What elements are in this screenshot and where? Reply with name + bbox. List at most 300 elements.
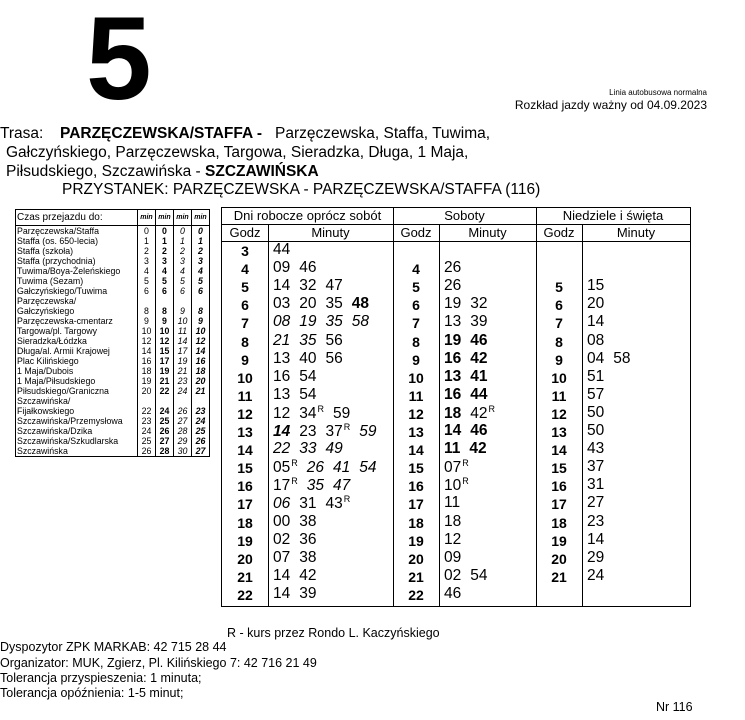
minute-value: 59 xyxy=(359,423,377,440)
minute-value: 14 xyxy=(587,530,605,548)
route-variant-marker: R xyxy=(317,403,324,414)
departure-minutes xyxy=(587,458,613,476)
departure-minute xyxy=(326,422,351,441)
departure-hour: 16 xyxy=(551,478,567,495)
departure-minutes xyxy=(587,313,613,331)
departure-minute xyxy=(444,476,469,495)
minute-value: 20 xyxy=(299,295,317,313)
departure-minute xyxy=(326,313,343,331)
departure-minute xyxy=(273,567,290,585)
travel-time-cell: 10 xyxy=(156,326,174,336)
travel-time-cell: 4 xyxy=(174,266,192,276)
travel-time-cell: 26 xyxy=(174,396,192,416)
travel-time-row xyxy=(16,316,209,326)
travel-time-cell: 25 xyxy=(156,416,174,426)
departure-minutes xyxy=(444,440,496,458)
route-variant-marker: R xyxy=(488,403,495,414)
minute-value: 07 xyxy=(273,548,291,566)
minute-value: 46 xyxy=(299,259,317,277)
route-variant-marker: R xyxy=(343,494,351,505)
travel-time-cell: 14 xyxy=(192,346,210,356)
minute-value: 26 xyxy=(444,277,462,295)
travel-time-cell: 14 xyxy=(138,346,156,356)
departure-minutes xyxy=(587,513,613,531)
departure-minute xyxy=(299,259,316,277)
travel-time-cell: 19 xyxy=(174,356,192,366)
hour-divider xyxy=(439,225,440,606)
departure-minute xyxy=(444,531,461,549)
minute-value: 32 xyxy=(470,295,488,313)
minute-value: 14 xyxy=(587,313,605,331)
departure-minute xyxy=(470,313,487,331)
departure-minutes xyxy=(273,494,359,513)
minute-value: 40 xyxy=(299,349,317,367)
departure-minute xyxy=(273,386,290,404)
departure-minutes xyxy=(444,277,470,295)
departure-hour: 16 xyxy=(237,478,253,495)
departure-minute xyxy=(273,332,290,350)
departure-minutes xyxy=(444,313,497,331)
travel-time-row xyxy=(16,266,209,276)
minute-value: 51 xyxy=(587,367,605,385)
departure-hour: 5 xyxy=(412,279,420,296)
departure-minute xyxy=(299,404,324,423)
travel-time-cell: 26 xyxy=(138,446,156,456)
travel-time-cell: 9 xyxy=(192,316,210,326)
departure-minute xyxy=(470,567,487,585)
departure-hour: 18 xyxy=(551,514,567,531)
timetable-number: Nr 116 xyxy=(656,700,693,714)
travel-time-cell: 17 xyxy=(156,356,174,366)
travel-time-cell: 5 xyxy=(138,276,156,286)
departure-minutes xyxy=(444,476,478,495)
departure-hour: 14 xyxy=(408,442,424,459)
minute-value: 14 xyxy=(273,277,291,295)
departure-minute xyxy=(587,531,604,549)
departure-minute xyxy=(444,567,461,585)
travel-time-cell: 24 xyxy=(156,396,174,416)
departure-minute xyxy=(587,494,604,512)
minute-value: 42 xyxy=(469,440,487,458)
departure-minute xyxy=(613,350,630,368)
minute-value: 58 xyxy=(351,313,369,331)
travel-time-cell: 29 xyxy=(174,436,192,446)
travel-time-cell: 3 xyxy=(156,256,174,266)
departure-minutes xyxy=(587,368,613,386)
minute-value: 54 xyxy=(299,385,317,403)
minute-value: 37 xyxy=(325,423,343,440)
departure-hour: 5 xyxy=(241,279,249,296)
departure-hour: 22 xyxy=(237,586,253,603)
departure-minute xyxy=(273,405,290,423)
travel-time-cell: 24 xyxy=(138,426,156,436)
travel-time-cell: 3 xyxy=(174,256,192,266)
departure-minute xyxy=(326,494,351,513)
departure-minutes xyxy=(273,386,326,404)
departure-minute xyxy=(273,549,290,567)
departure-minutes xyxy=(444,386,497,404)
travel-time-cell: 1 xyxy=(156,236,174,246)
departure-hour: 21 xyxy=(551,568,567,585)
departure-hour: 17 xyxy=(237,496,253,513)
minute-value: 27 xyxy=(587,494,605,512)
departure-minute xyxy=(587,277,604,295)
travel-time-cell: 12 xyxy=(156,336,174,346)
travel-time-header: Czas przejazdu do: xyxy=(16,210,138,226)
minute-value: 50 xyxy=(587,422,605,439)
travel-time-cell: 1 xyxy=(174,236,192,246)
departure-minute xyxy=(299,313,316,331)
departure-minute xyxy=(587,567,604,585)
route-variant-marker: R xyxy=(291,458,298,469)
stop-name-cell: Tuwima (Sezam) xyxy=(17,276,84,286)
departure-hour: 4 xyxy=(412,261,420,278)
minute-value: 05 xyxy=(273,459,291,477)
departure-hour: 22 xyxy=(408,586,424,603)
departure-minute xyxy=(273,259,290,277)
minute-value: 56 xyxy=(325,331,343,349)
departure-minutes xyxy=(273,368,326,386)
travel-time-cell: 17 xyxy=(174,346,192,356)
departure-minute xyxy=(587,386,604,404)
departure-minute xyxy=(273,531,290,549)
travel-time-row xyxy=(16,356,209,366)
hour-divider xyxy=(582,225,583,606)
departure-minutes xyxy=(273,350,352,368)
departure-minute xyxy=(359,423,376,441)
minute-value: 38 xyxy=(299,512,317,530)
hour-column-header: Godz xyxy=(393,225,439,242)
travel-time-cell: 23 xyxy=(138,416,156,426)
travel-time-row xyxy=(16,286,209,296)
travel-time-cell: 16 xyxy=(138,356,156,366)
departure-minutes xyxy=(273,422,386,441)
minute-value: 22 xyxy=(273,440,291,458)
col-min-4: min xyxy=(192,210,210,226)
minute-value: 02 xyxy=(273,530,291,548)
departure-minute xyxy=(587,313,604,331)
minute-value: 14 xyxy=(273,566,291,584)
minute-value: 03 xyxy=(273,295,291,313)
minute-value: 08 xyxy=(273,313,291,331)
route-streets-2: Gałczyńskiego, Parzęczewska, Targowa, Sieradzka, Długa, 1 Maja, xyxy=(6,144,469,161)
travel-time-cell: 26 xyxy=(156,426,174,436)
minute-value: 42 xyxy=(470,404,488,422)
stop-name-cell: Staffa (szkoła) xyxy=(17,246,74,256)
minute-value: 26 xyxy=(306,459,324,477)
stop-name: PRZYSTANEK: PARZĘCZEWSKA - PARZĘCZEWSKA/STAFFA (116) xyxy=(62,181,541,198)
travel-time-cell: 10 xyxy=(138,326,156,336)
departure-minute xyxy=(587,458,604,476)
travel-time-cell: 14 xyxy=(174,336,192,346)
departure-minute xyxy=(587,350,604,368)
travel-time-cell: 8 xyxy=(192,296,210,316)
departure-minutes xyxy=(444,259,470,277)
travel-time-row xyxy=(16,446,209,456)
departure-minutes xyxy=(273,513,326,531)
dispatcher-info: Dyspozytor ZPK MARKAB: 42 715 28 44 xyxy=(0,640,227,654)
minute-value: 41 xyxy=(333,459,351,477)
travel-time-cell: 25 xyxy=(192,426,210,436)
departure-minute xyxy=(273,495,290,513)
minute-value: 13 xyxy=(273,349,291,367)
minute-value: 44 xyxy=(470,385,488,403)
minute-value: 47 xyxy=(325,277,343,295)
departure-minute xyxy=(299,350,316,368)
departure-minute xyxy=(587,404,604,422)
departure-minute xyxy=(273,513,290,531)
hour-column-header: Godz xyxy=(222,225,268,242)
departure-minutes xyxy=(587,277,613,295)
travel-time-row xyxy=(16,436,209,446)
travel-time-cell: 6 xyxy=(156,286,174,296)
minute-value: 46 xyxy=(470,331,488,349)
departure-minutes xyxy=(273,259,326,277)
departure-minute xyxy=(444,313,461,331)
travel-time-cell: 0 xyxy=(174,226,192,237)
departure-minutes xyxy=(587,531,613,549)
minute-value: 14 xyxy=(444,422,462,439)
travel-time-cell: 19 xyxy=(156,366,174,376)
departure-minutes xyxy=(273,440,352,458)
minute-value: 10 xyxy=(444,477,462,495)
departure-minute xyxy=(444,494,460,512)
departure-minutes xyxy=(587,494,613,512)
departure-hour: 11 xyxy=(551,387,567,404)
departure-minute xyxy=(470,332,487,350)
travel-time-cell: 21 xyxy=(156,376,174,386)
minute-value: 50 xyxy=(587,403,605,421)
departure-minutes xyxy=(273,567,326,585)
route-variant-marker: R xyxy=(462,476,469,487)
stop-name-cell: Tuwima/Boya-Żeleńskiego xyxy=(17,266,121,276)
departure-minutes xyxy=(273,241,299,259)
minute-value: 21 xyxy=(273,331,291,349)
departure-minute xyxy=(333,459,350,477)
minute-value: 35 xyxy=(325,295,343,313)
travel-time-cell: 1 xyxy=(192,236,210,246)
hour-divider xyxy=(268,225,269,606)
departure-hour: 19 xyxy=(237,532,253,549)
departure-minutes xyxy=(273,295,378,313)
stop-name-cell: 1 Maja/Dubois xyxy=(17,366,74,376)
minute-value: 54 xyxy=(359,459,377,477)
stop-name-cell: Sieradzka/Łódzka xyxy=(17,336,87,346)
departure-minute xyxy=(587,513,604,531)
travel-time-cell: 16 xyxy=(192,356,210,366)
departure-minute xyxy=(307,477,324,495)
col-min-1: min xyxy=(138,210,156,226)
minute-value: 18 xyxy=(444,404,462,422)
departure-hour: 6 xyxy=(241,297,249,314)
minute-value: 07 xyxy=(444,459,462,477)
minute-value: 33 xyxy=(299,440,317,458)
stop-name-line: Fijałkowskiego xyxy=(17,406,75,416)
travel-time-row xyxy=(16,226,209,237)
minute-value: 39 xyxy=(470,313,488,331)
minute-value: 35 xyxy=(325,313,343,331)
departure-minutes xyxy=(273,585,326,603)
minute-value: 39 xyxy=(299,584,317,602)
departure-minute xyxy=(273,458,298,477)
minute-value: 41 xyxy=(470,367,488,385)
travel-time-cell: 22 xyxy=(138,396,156,416)
minutes-column-header: Minuty xyxy=(582,225,690,242)
departure-minute xyxy=(444,422,461,440)
travel-time-cell: 28 xyxy=(156,446,174,456)
route-variant-marker: R xyxy=(343,422,351,432)
minute-value: 59 xyxy=(333,404,351,422)
minute-value: 18 xyxy=(444,512,462,530)
departure-minute xyxy=(333,477,350,495)
departure-minutes xyxy=(587,422,613,440)
travel-time-cell: 3 xyxy=(138,256,156,266)
departure-hour: 20 xyxy=(237,550,253,567)
stop-name-cell xyxy=(16,296,138,316)
travel-time-cell: 0 xyxy=(138,226,156,237)
travel-time-cell: 4 xyxy=(192,266,210,276)
departure-hour: 9 xyxy=(241,351,249,368)
minute-value: 11 xyxy=(444,440,461,458)
departure-hour: 8 xyxy=(412,333,420,350)
departure-hour: 13 xyxy=(408,424,424,440)
travel-time-row xyxy=(16,376,209,386)
travel-time-row xyxy=(16,426,209,436)
travel-time-cell: 18 xyxy=(138,366,156,376)
stop-name-cell: Szczawińska/Szkudlarska xyxy=(17,436,119,446)
travel-time-cell: 12 xyxy=(138,336,156,346)
travel-time-cell: 4 xyxy=(138,266,156,276)
travel-time-cell: 27 xyxy=(174,416,192,426)
line-type: Linia autobusowa normalna xyxy=(609,88,707,97)
travel-time-row xyxy=(16,246,209,256)
minute-value: 16 xyxy=(444,349,462,367)
route-label: Trasa: xyxy=(0,125,44,142)
departure-minutes xyxy=(587,350,640,368)
departure-minutes xyxy=(444,404,504,423)
departure-minutes xyxy=(444,295,497,313)
departure-minute xyxy=(587,549,604,567)
departure-minutes xyxy=(444,458,478,477)
departure-minute xyxy=(326,332,343,350)
departure-hour: 15 xyxy=(237,460,253,477)
travel-time-cell: 2 xyxy=(138,246,156,256)
minute-value: 12 xyxy=(444,530,462,548)
tolerance-early: Tolerancja przyspieszenia: 1 minuta; xyxy=(0,671,202,685)
departure-hour: 3 xyxy=(241,243,249,259)
minute-value: 13 xyxy=(273,385,291,403)
travel-time-row xyxy=(16,416,209,426)
departure-minutes xyxy=(273,332,352,350)
travel-time-row xyxy=(16,396,209,416)
departure-minutes xyxy=(444,585,470,603)
departure-hour: 15 xyxy=(551,460,567,477)
stop-name-cell: Piłsudskiego/Graniczna xyxy=(17,386,109,396)
departure-hour: 15 xyxy=(408,460,424,477)
travel-time-cell: 12 xyxy=(192,336,210,346)
minute-value: 47 xyxy=(333,477,351,495)
departure-minute xyxy=(444,513,461,531)
departure-hour: 12 xyxy=(551,405,567,422)
departure-hour: 21 xyxy=(237,568,253,585)
travel-time-cell: 23 xyxy=(192,396,210,416)
hour-column-header: Godz xyxy=(536,225,582,242)
departure-minute xyxy=(299,567,316,585)
minute-value: 46 xyxy=(470,422,488,439)
departure-minutes xyxy=(587,567,613,585)
minute-value: 31 xyxy=(299,495,317,513)
travel-time-cell: 11 xyxy=(174,326,192,336)
minute-value: 46 xyxy=(444,584,462,602)
departure-hour: 12 xyxy=(408,405,424,422)
departure-minute xyxy=(469,440,486,458)
departure-minute xyxy=(326,440,343,458)
departure-minute xyxy=(273,476,298,495)
minute-value: 54 xyxy=(470,566,488,584)
stop-name-cell: Szczawińska/Dzika xyxy=(17,426,93,436)
departure-minute xyxy=(444,295,461,313)
departure-minute xyxy=(444,277,461,295)
travel-time-cell: 3 xyxy=(192,256,210,266)
departure-minute xyxy=(299,585,316,603)
travel-time-cell: 27 xyxy=(192,446,210,456)
travel-time-cell: 20 xyxy=(192,376,210,386)
departure-minutes xyxy=(587,440,613,458)
departure-minute xyxy=(352,295,369,313)
minute-value: 43 xyxy=(325,495,343,513)
minutes-column-header: Minuty xyxy=(268,225,393,242)
minute-value: 54 xyxy=(299,367,317,385)
line-number: 5 xyxy=(86,0,150,125)
departure-minute xyxy=(299,531,316,549)
minute-value: 20 xyxy=(587,295,605,313)
minute-value: 43 xyxy=(587,440,605,458)
travel-time-cell: 24 xyxy=(174,386,192,396)
departure-minute xyxy=(299,277,316,295)
departure-minute xyxy=(273,313,290,331)
departure-minutes xyxy=(444,332,497,350)
travel-time-cell: 2 xyxy=(156,246,174,256)
stop-name-cell: 1 Maja/Piłsudskiego xyxy=(17,376,96,386)
departure-minutes xyxy=(273,404,359,423)
travel-time-row xyxy=(16,276,209,286)
schedule-table xyxy=(221,207,691,607)
departure-hour: 12 xyxy=(237,405,253,422)
stop-name-cell: Targowa/pl. Targowy xyxy=(17,326,98,336)
travel-time-cell: 4 xyxy=(156,266,174,276)
departure-minute xyxy=(444,332,461,350)
departure-minute xyxy=(326,295,343,313)
minute-value: 14 xyxy=(273,584,291,602)
departure-minute xyxy=(273,241,290,259)
departure-minute xyxy=(587,368,604,386)
minute-value: 14 xyxy=(273,423,291,440)
minute-value: 09 xyxy=(273,259,291,277)
departure-hour: 6 xyxy=(412,297,420,314)
departure-hour: 16 xyxy=(408,478,424,495)
minute-value: 16 xyxy=(444,385,462,403)
travel-time-cell: 20 xyxy=(138,386,156,396)
minute-value: 42 xyxy=(299,566,317,584)
minute-value: 13 xyxy=(444,367,462,385)
departure-minute xyxy=(326,277,343,295)
departure-hour: 8 xyxy=(555,333,563,350)
departure-minutes xyxy=(444,549,470,567)
schedule-group-header: Niedziele i święta xyxy=(536,208,690,225)
stop-name-cell: Szczawińska xyxy=(17,446,68,456)
minute-value: 31 xyxy=(587,476,605,494)
minute-value: 17 xyxy=(273,477,291,495)
